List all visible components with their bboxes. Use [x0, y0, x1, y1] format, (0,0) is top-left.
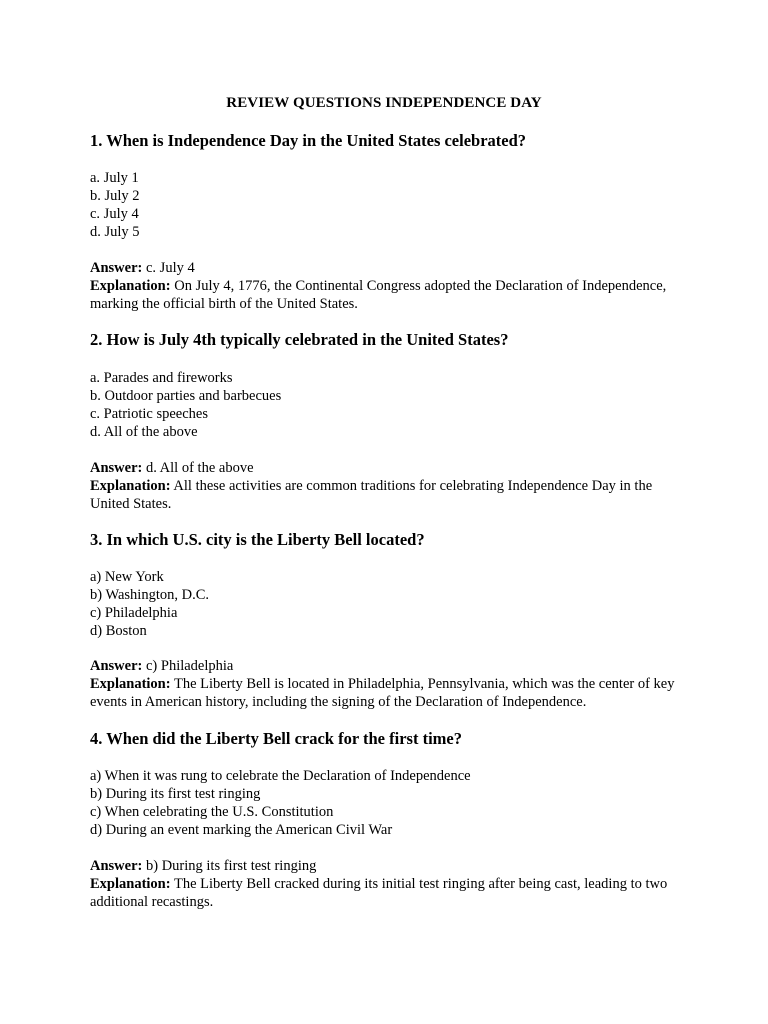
question-1-options [90, 169, 140, 241]
question-2-heading: 2. How is July 4th typically celebrated in the United States? [90, 330, 509, 349]
answer-text: b) During its first test ringing [142, 858, 317, 874]
answer-text: c. July 4 [142, 260, 195, 276]
explanation-label: Explanation: [90, 676, 171, 692]
answer-text: d. All of the above [142, 460, 254, 476]
explanation-line [90, 477, 690, 513]
document-title: REVIEW QUESTIONS INDEPENDENCE DAY [226, 95, 542, 111]
explanation-text: On July 4, 1776, the Continental Congress adopted the Declaration of Independence, marking the official birth of the United States. [90, 278, 667, 312]
answer-line [90, 459, 690, 477]
question-4-heading: 4. When did the Liberty Bell crack for the first time? [90, 729, 462, 748]
explanation-text: The Liberty Bell is located in Philadelphia, Pennsylvania, which was the center of key events in American history, including the signing of the Declaration of Independence. [90, 676, 675, 710]
option-item: a. July 1 [90, 170, 139, 186]
option-item: b) During its first test ringing [90, 786, 261, 802]
explanation-line [90, 675, 690, 711]
option-item: d. All of the above [90, 424, 198, 440]
option-item: c) When celebrating the U.S. Constitution [90, 804, 334, 820]
answer-text: c) Philadelphia [142, 658, 234, 674]
answer-line [90, 657, 690, 675]
answer-line [90, 259, 690, 277]
explanation-text: The Liberty Bell cracked during its initial test ringing after being cast, leading to two additional recastings. [90, 876, 668, 910]
option-item: d) Boston [90, 623, 147, 639]
explanation-label: Explanation: [90, 876, 171, 892]
option-item: a) When it was rung to celebrate the Declaration of Independence [90, 768, 471, 784]
question-2-answer-block [90, 459, 690, 513]
explanation-label: Explanation: [90, 278, 171, 294]
question-1-answer-block [90, 259, 690, 313]
question-4-options [90, 767, 471, 839]
option-item: b. July 2 [90, 188, 140, 204]
explanation-line [90, 277, 690, 313]
answer-label: Answer: [90, 658, 143, 674]
answer-line [90, 857, 690, 875]
answer-label: Answer: [90, 858, 143, 874]
answer-label: Answer: [90, 460, 143, 476]
option-item: c. July 4 [90, 206, 139, 222]
explanation-label: Explanation: [90, 478, 171, 494]
question-1-heading: 1. When is Independence Day in the United States celebrated? [90, 131, 527, 150]
option-item: c) Philadelphia [90, 605, 178, 621]
explanation-text: All these activities are common traditions for celebrating Independence Day in the United States. [90, 478, 653, 512]
question-4-answer-block [90, 857, 690, 911]
option-item: b) Washington, D.C. [90, 587, 209, 603]
question-3-heading: 3. In which U.S. city is the Liberty Bell located? [90, 530, 425, 549]
option-item: d. July 5 [90, 224, 140, 240]
option-item: a. Parades and fireworks [90, 370, 233, 386]
option-item: b. Outdoor parties and barbecues [90, 388, 282, 404]
option-item: d) During an event marking the American Civil War [90, 822, 393, 838]
question-3-options [90, 568, 209, 640]
answer-label: Answer: [90, 260, 143, 276]
question-2-options [90, 369, 281, 441]
option-item: c. Patriotic speeches [90, 406, 208, 422]
explanation-line [90, 875, 690, 911]
option-item: a) New York [90, 569, 164, 585]
question-3-answer-block [90, 657, 690, 711]
